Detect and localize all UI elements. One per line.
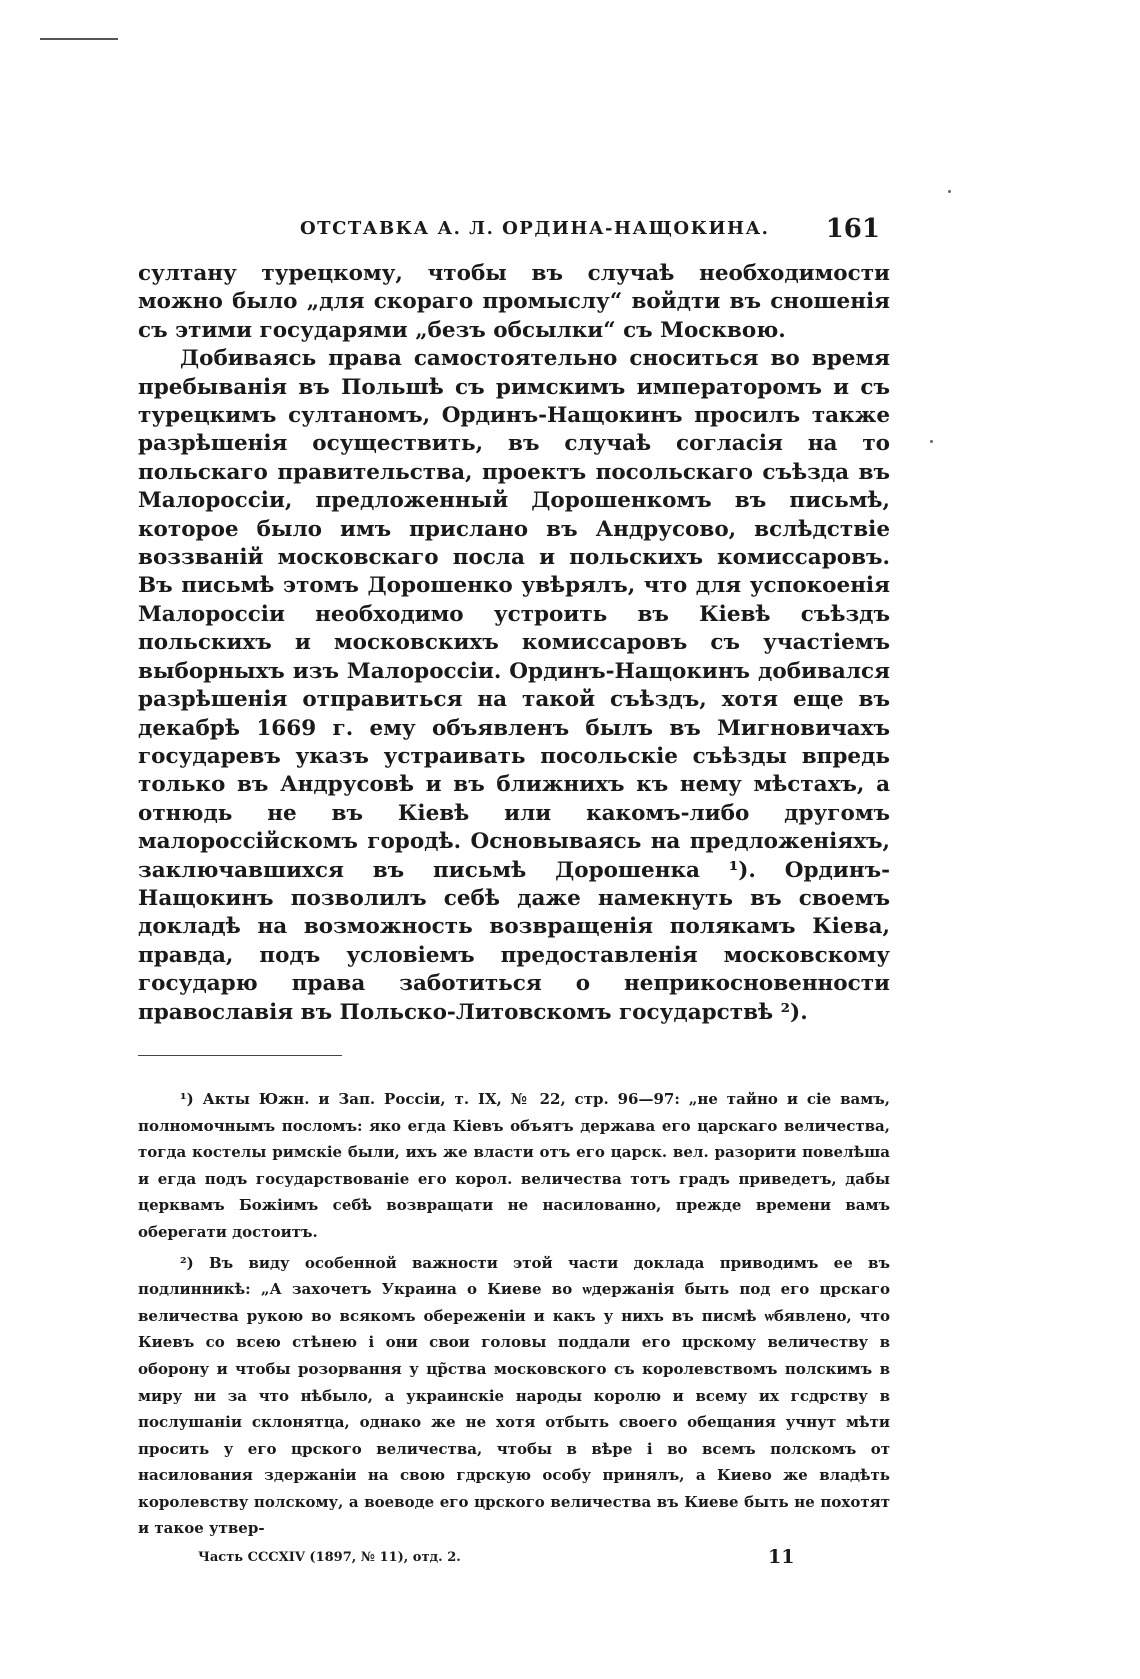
footnote-mark: ¹) bbox=[180, 1089, 194, 1108]
page-header bbox=[138, 200, 890, 260]
main-text bbox=[138, 260, 890, 1027]
print-signature: Часть CCCXIV (1897, № 11), отд. 2. bbox=[198, 1550, 461, 1566]
scan-edge-mark bbox=[40, 38, 118, 40]
footnote-1 bbox=[138, 1086, 890, 1246]
scan-speck bbox=[930, 440, 933, 443]
footnote-text: Въ виду особенной важности этой части доклада приводимъ ее въ подлинникѣ: „А захочетъ Украина о Киеве во ѡдержанія быть под его црскаго величества рукою во всякомъ обереженіи и какъ у нихъ въ писмѣ ѡбявлено, что Киевъ со всею стѣнею і они свои головы поддали его црскому величеству в оборону и чтобы розорвання у цр̃ства московского съ королевствомъ полскимъ в миру ни за что нѣбыло, а украинскіе народы королю и всему их гсдрству в послушаніи склонятца, однако же не хотя отбыть своего обещания учнут мѣти просить у его црского величества, чтобы в вѣре і во всемъ полскомъ от насилования здержаніи на свою гдрскую особу принялъ, а Киево же владѣть королевству полскому, а воеводе его црского величества въ Киеве быть не похотят и такое утвер- bbox=[138, 1253, 890, 1538]
paragraph-continuation: султану турецкому, чтобы въ случаѣ необходимости можно было „для скораго промыслу“ войдти въ сношенія съ этими государями „безъ обсылки“ съ Москвою. bbox=[138, 261, 890, 343]
footnote-text: Акты Южн. и Зап. Россіи, т. IX, № 22, стр. 96—97: „не тайно и сіе вамъ, полномочнымъ посломъ: яко егда Кіевъ объятъ держава его царскаго величества, тогда костелы римскіе были, ихъ же власти отъ его царск. вел. разорити повелѣша и егда подъ государствованіе его корол. величества тотъ градъ приведетъ, дабы церквамъ Божіимъ себѣ возвращати не насилованно, прежде времени вамъ оберегати достоитъ. bbox=[138, 1089, 891, 1241]
paragraph: Добиваясь права самостоятельно сноситься во время пребыванія въ Польшѣ съ римскимъ императоромъ и съ турецкимъ султаномъ, Ординъ-Нащокинъ просилъ также разрѣшенія осуществить, въ случаѣ согласія на то польскаго правительства, проектъ посольскаго съѣзда въ Малороссіи, предложенный Дорошенкомъ въ письмѣ, которое было имъ прислано въ Андрусово, вслѣдствіе воззваній московскаго посла и польскихъ комиссаровъ. Въ письмѣ этомъ Дорошенко увѣрялъ, что для успокоенія Малороссіи необходимо устроить въ Кіевѣ съѣздъ польскихъ и московскихъ комиссаровъ съ участіемъ выборныхъ изъ Малороссіи. Ординъ-Нащокинъ добивался разрѣшенія отправиться на такой съѣздъ, хотя еще въ декабрѣ 1669 г. ему объявленъ былъ въ Мигновичахъ государевъ указъ устраивать посольскіе съѣзды впредь только въ Андрусовѣ и въ ближнихъ къ нему мѣстахъ, а отнюдь не въ Кіевѣ или какомъ-либо другомъ малороссійскомъ городѣ. Основываясь на предложеніяхъ, заключавшихся въ письмѣ Дорошенка ¹). Ординъ-Нащокинъ позволилъ себѣ даже намекнуть въ своемъ докладѣ на возможность возвращенія полякамъ Кіева, правда, подъ условіемъ предоставленія московскому государю права заботиться о неприкосновенности православія въ Польско-Литовскомъ государствѣ ²). bbox=[138, 346, 890, 1025]
footnote-2 bbox=[138, 1250, 890, 1543]
sheet-number: 11 bbox=[768, 1546, 795, 1569]
footnote-mark: ²) bbox=[180, 1253, 194, 1272]
page-footer bbox=[138, 1546, 890, 1576]
page-number: 161 bbox=[825, 214, 880, 244]
running-title: ОТСТАВКА А. Л. ОРДИНА-НАЩОКИНА. bbox=[300, 218, 770, 239]
footnote-divider bbox=[138, 1055, 342, 1056]
footnotes bbox=[138, 1086, 890, 1542]
scan-speck bbox=[948, 190, 951, 193]
book-page bbox=[138, 200, 890, 1576]
